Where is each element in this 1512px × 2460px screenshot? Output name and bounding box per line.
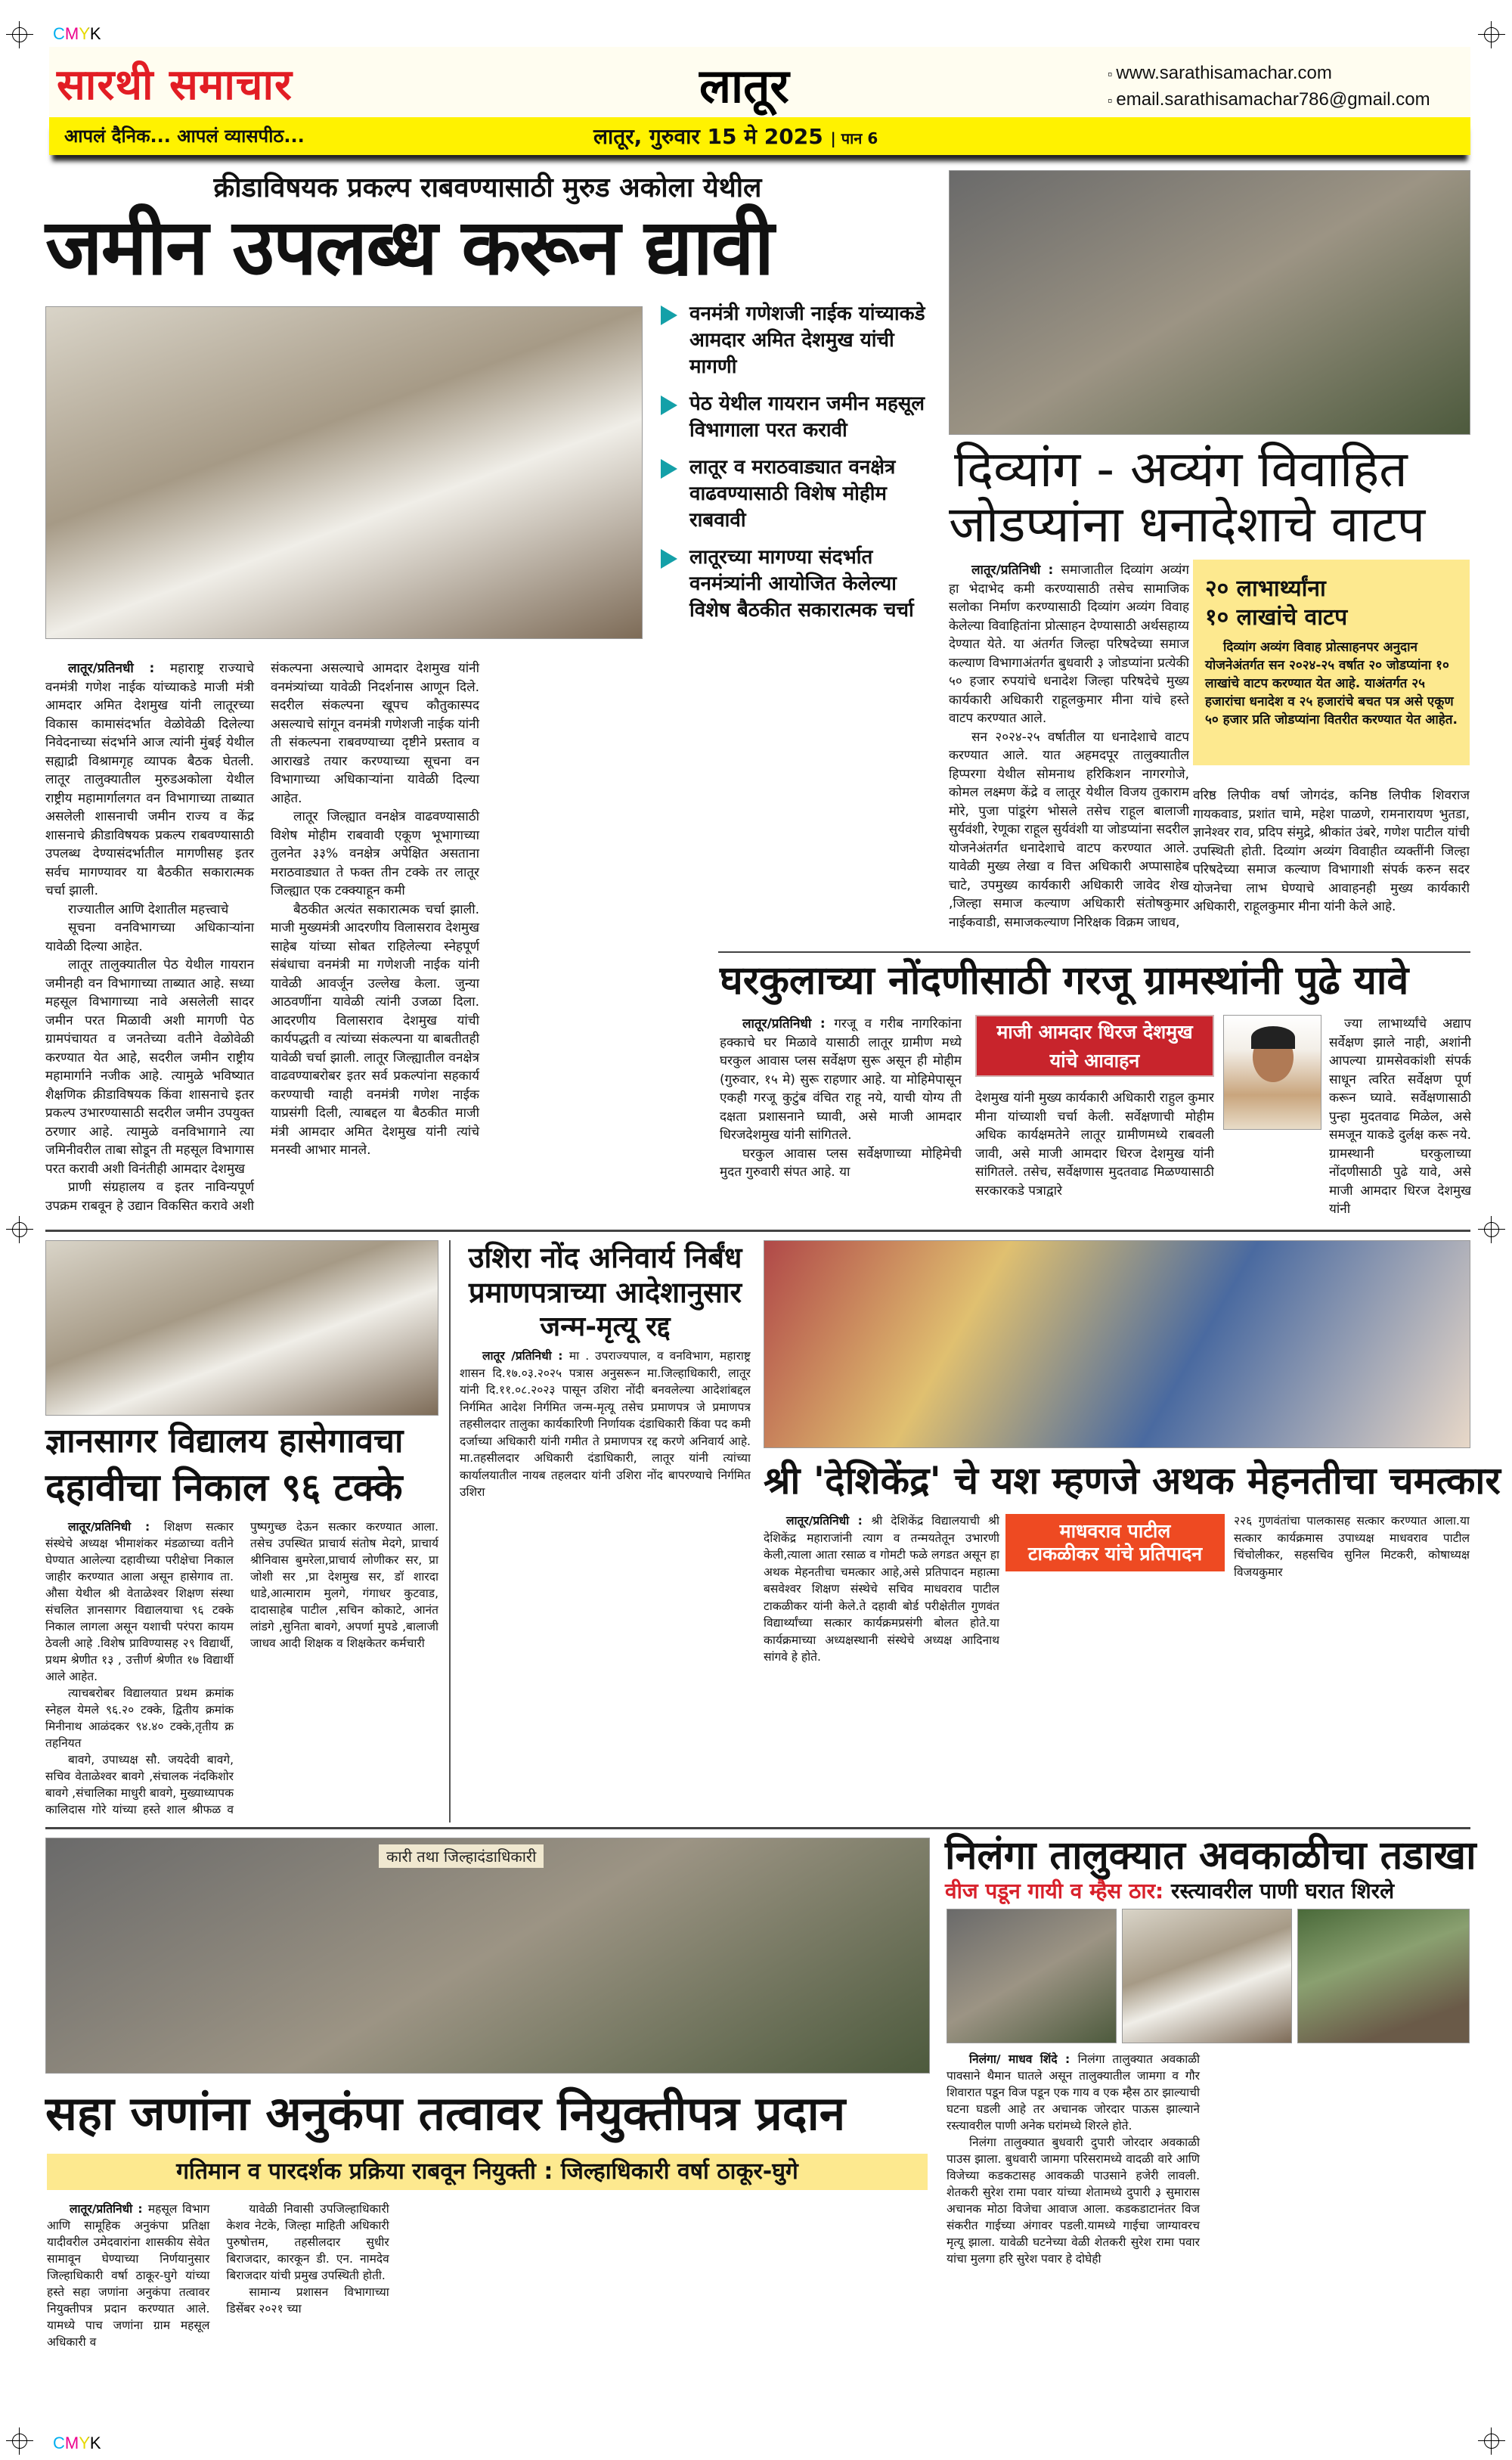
masthead (49, 47, 1470, 119)
paragraph: सामान्य प्रशासन विभागाच्या डिसेंबर २०२१ च्या (226, 2285, 389, 2316)
highlight-text: लातूरच्या मागण्या संदर्भात वनमंत्र्यांनी आयोजित केलेल्या विशेष बैठकीत सकारात्मक चर्चा (689, 546, 914, 622)
deshikendra-callout (1005, 1514, 1225, 1571)
website-link[interactable]: ▫ www.sarathisamachar.com (1108, 60, 1430, 87)
dateline: लातूर /प्रतिनिधी : (482, 1349, 569, 1363)
highlight-item (658, 301, 934, 380)
divyang-highlight-box (1193, 560, 1470, 765)
registration-mark-icon (1478, 2427, 1505, 2455)
callout-line: टाकळीकर यांचे प्रतिपादन (1027, 1543, 1203, 1565)
dnyansagar-headline-line1: ज्ञानसागर विद्यालय हासेगावचा (45, 1422, 404, 1460)
paragraph: लातूर/प्रतिनिधी : महसूल विभाग आणि सामूहिक अनुकंपा प्रतिक्षा यादीवरील उमेदवारांना शासकीय सेवेत सामावून घेण्याच्या निर्णयानुसार जिल्हाधिकारी वर्षा ठाकूर-घुगे यांच्या हस्ते सहा जणांना अनुकंपा तत्वावर नियुक्तीपत्र प्रदान करण्यात आले. यामध्ये पाच जणांना ग्राम महसूल अधिकारी व (47, 2202, 210, 2349)
divyang-body (949, 561, 1189, 944)
paragraph: सन २०२४-२५ वर्षातील या धनादेशाचे वाटप करण्यात आले. यात अहमदपूर तालुक्यातील हिप्परगा येथील सोमनाथ हरिकिशन नागरगोजे, कोमल लक्ष्मण केंद्रे व लातूर येथील विजय तुकाराम मोरे, पुजा पांडूरंग भोसले तसेच राहूल बालाजी सुर्यवंशी, रेणूका राहूल सुर्यवंशी या जोडप्यांना सदरील योजनेअंतर्गत धनादेशाचे वाटप करण्यात आले. यावेळी मुख्य लेखा व वित्त अधिकारी अप्पासाहेब चाटे, उपमुख्य कार्यकारी अधिकारी जावेद शेख ,जिल्हा समाज कल्याण अधिकारी संतोषकुमार नाईकवाडी, समाजकल्याण निरिक्षक विक्रम जाधव, (949, 729, 1189, 930)
paragraph: यावेळी निवासी उपजिल्हाधिकारी केशव नेटके, जिल्हा माहिती अधिकारी पुरुषोत्तम, तहसीलदार सुधीर बिराजदार, कारकून डी. एन. नामदेव बिराजदार यांची प्रमुख उपस्थिती होती. (226, 2202, 389, 2282)
paragraph: लातूर तालुक्यातील पेठ येथील गायरान जमीनही वन विभागाच्या ताब्यात आहे. सध्या महसूल विभागाच्या नावे असलेली सादर जमीन परत मिळावी अशी मागणी पेठ ग्रामपंचायत व जनतेच्या वतीने वेळोवेळी करण्यात येत आहे, सदरील जमीन राष्ट्रीय महामार्गाने नजीक आहे. त्यामुळे भविष्यात शैक्षणिक क्रीडाविषयक किंवा शासनाचे इतर प्रकल्प उभारण्यासाठी सदरील जमीन उपयुक्त ठरणार आहे. त्यामुळे वनविभागाने त्या जमिनीवरील ताबा सोडून ती महसूल विभागास परत करावी अशी विनंतीही आमदार देशमुख (45, 957, 254, 1177)
deshikendra-headline: श्री 'देशिकेंद्र' चे यश म्हणजे अथक मेहनतीचा चमत्कार (764, 1459, 1501, 1503)
cmyk-text: CMYK (53, 2434, 101, 2452)
anukampa-headline: सहा जणांना अनुकंपा तत्वावर नियुक्तीपत्र प्रदान (45, 2086, 846, 2141)
paragraph: लातूर/प्रतिनिधी : गरजू व गरीब नागरिकांना हक्काचे घर मिळावे यासाठी लातूर ग्रामीण मध्ये घरकुल आवास प्लस सर्वेक्षण सुरू असून ही मोहीम (गुरुवार, १५ मे) सुरू राहणार आहे. या मोहिमेपासून एकही गरजू कुटुंब वंचित राहू नये, याची योग्य ती दक्षता प्रशासनाने घ्यावी, असे माजी आमदार धिरजदेशमुख यांनी सांगितले. (720, 1016, 962, 1143)
registration-mark-icon (6, 21, 33, 48)
dateline: लातूर/प्रतिनिधी : (68, 1520, 164, 1534)
dateline: लातूर/प्रतिनिधी : (786, 1514, 872, 1528)
dateline: निलंगा/ माधव शिंदे : (969, 2052, 1078, 2066)
callout-line: यांचे आवाहन (1049, 1050, 1140, 1072)
registration-mark-icon (6, 1216, 33, 1243)
cmyk-mark-top (53, 24, 101, 44)
contact-info (1108, 60, 1430, 113)
headline-line: उशिरा नोंद अनिवार्य निर्बंध (468, 1241, 742, 1274)
gharkul-headline: घरकुलाच्या नोंदणीसाठी गरजू ग्रामस्थांनी पुढे यावे (720, 958, 1409, 1004)
main-headline: जमीन उपलब्ध करून द्यावी (45, 203, 773, 293)
subhead-red: वीज पडून गायी व म्हैस ठार: (945, 1878, 1164, 1903)
page-number: | पान 6 (830, 129, 878, 147)
ushira-body (460, 1348, 751, 1823)
students-felicitation-photo (764, 1240, 1470, 1448)
edition-city: लातूर (699, 58, 789, 113)
registration-mark-icon (6, 2427, 33, 2455)
anukampa-subhead: गतिमान व पारदर्शक प्रक्रिया राबवून नियुक्ती : जिल्हाधिकारी वर्षा ठाकूर-घुगे (47, 2154, 928, 2190)
paragraph: २२६ गुणवंतांचा पालकासह सत्कार करण्यात आला.या सत्कार कार्यक्रमास उपाध्यक्ष माधवराव पाटील चिंचोलीकर, सहसचिव सुनिल मिटकरी, कोषाध्यक्ष विजयकुमार (1234, 1514, 1470, 1579)
deshikendra-body (764, 1512, 999, 1823)
main-highlights (658, 301, 934, 634)
nilanga-body (947, 2051, 1470, 2375)
cmyk-mark-bottom (53, 2434, 101, 2453)
nilanga-headline: निलंगा तालुक्यात अवकाळीचा तडाखा (945, 1833, 1476, 1878)
cmyk-text: CMYK (53, 24, 101, 43)
box-title-line1: २० लाभार्थ्यांना (1205, 575, 1326, 602)
triangle-bullet-icon (661, 549, 677, 569)
meeting-photo (45, 306, 643, 639)
triangle-bullet-icon (661, 306, 677, 325)
divyang-headline-line2: जोडप्यांना धनादेशाचे वाटप (949, 495, 1426, 554)
paragraph: ज्या लाभार्थ्यांचे अद्याप सर्वेक्षण झाले नाही, अशांनी आपल्या ग्रामसेवकांशी संपर्क साधून त्वरित सर्वेक्षण पूर्ण करून घ्यावे. सर्वेक्षणासाठी पुन्हा मुदतवाढ मिळेल, असे समजून याकडे दुर्लक्ष करू नये. ग्रामस्थानी घरकुलाच्या नोंदणीसाठी पुढे यावे, असे माजी आमदार धिरज देशमुख यांनी (1329, 1016, 1471, 1217)
issue-date (593, 122, 878, 150)
highlight-item (658, 544, 934, 624)
gharkul-callout (975, 1015, 1214, 1077)
paragraph: त्याचबरोबर विद्यालयात प्रथम क्रमांक स्नेहल येमले ९६.२० टक्के, द्वितीय क्रमांक मिनीनाथ आळंदकर ९४.४० टक्के,तृतीय क्र तहनियत (45, 1686, 234, 1750)
dnyansagar-body (45, 1518, 438, 1821)
highlight-text: पेठ येथील गायरान जमीन महसूल विभागाला परत करावी (689, 392, 925, 442)
anukampa-body (47, 2201, 928, 2375)
divyang-body-continued (1193, 786, 1470, 945)
paragraph: निलंगा/ माधव शिंदे : निलंगा तालुक्यात अवकाळी पावसाने थैमान घातले असून तालुक्यातील जामगा व गौर शिवारात पडून विज पडून एक गाय व एक म्हैस ठार झाल्याची घटना घडली आहे तर अचानक जोरदार पाऊस झाल्याने रस्त्यावरील पाणी अनेक घरांमध्ये शिरले होते. (947, 2052, 1201, 2133)
triangle-bullet-icon (661, 459, 677, 479)
headline-line: प्रमाणपत्राच्या आदेशानुसार (468, 1276, 742, 1309)
paragraph: लातूर/प्रतिनिधी : समाजातील दिव्यांग अव्यंग हा भेदाभेद कमी करण्यासाठी तसेच सामाजिक सलोका निर्माण करण्यासाठी दिव्यांग अव्यंग विवाह केलेल्या विवाहितांना प्रोत्साहन देण्यासाठी अर्थसहाय्य देण्यात येते. या अंतर्गत जिल्हा परिषदेच्या समाज कल्याण विभागाअंतर्गत बुधवारी ३ जोडप्यांना प्रत्येकी ५० हजार रुपयांचे धनादेश जिल्हा परिषदेचे मुख्य कार्यकारी अधिकारी राहूलकुमार मीना यांचे हस्ते वाटप करण्यात आले. (949, 563, 1189, 726)
dateline: लातूर/प्रतिनिधी : (971, 563, 1061, 578)
newspaper-logo: सारथी समाचार (57, 60, 293, 110)
gharkul-body-middle (975, 1089, 1214, 1224)
dateline: लातूर/प्रतिनधी : (68, 661, 170, 676)
paragraph: बैठकीत अत्यंत सकारात्मक चर्चा झाली. माजी मुख्यमंत्री आदरणीय विलासराव देशमुख साहेब यांच्या सोबत राहिलेल्या स्नेहपूर्ण संबंधाचा वनमंत्री मा गणेशजी नाईक यांनी यावेळी आवर्जून उल्लेख केला. जुन्या आठवणींना यावेळी त्यांनी उजळा दिला. आदरणीय विलासराव देशमुख यांची कार्यपद्धती व त्यांच्या संकल्पना या बाबतीतही यावेळी चर्चा झाली. लातूर जिल्ह्यातील वनक्षेत्र वाढवण्याबरोबर इतर सर्व प्रकल्पांना सहकार्य करण्याची ग्वाही वनमंत्री गणेश नाईक याप्रसंगी दिली, त्याबद्दल या बैठकीत माजी मंत्री आमदार अमित देशमुख यांनी त्यांचे मनस्वी आभार मानले. (271, 901, 479, 1158)
nilanga-subhead (945, 1878, 1394, 1904)
tagline: आपलं दैनिक... आपलं व्यासपीठ... (64, 126, 305, 147)
dnyansagar-headline-line2: दहावीचा निकाल ९६ टक्के (45, 1466, 403, 1509)
photo-banner-text: कारी तथा जिल्हादंडाधिकारी (379, 1844, 544, 1868)
masthead-band (49, 117, 1470, 155)
paragraph: देशमुख यांनी मुख्य कार्यकारी अधिकारी राहुल कुमार मीना यांच्याशी चर्चा केली. सर्वेक्षणाची मोहीम अधिक कार्यक्षमतेने लातूर ग्रामीणमध्ये राबवली जावी, असे माजी आमदार धिरज देशमुख यांनी सांगितले. तसेच, सर्वेक्षणास मुदतवाढ मिळण्यासाठी सरकारकडे पत्राद्वारे (975, 1090, 1214, 1199)
flooded-house-photo (1122, 1909, 1292, 2043)
deshikendra-body-right (1234, 1512, 1470, 1823)
appointment-letters-photo (45, 1838, 930, 2074)
paragraph: सूचना वनविभागच्या अधिकाऱ्यांना यावेळी दिल्या आहेत. (45, 920, 254, 954)
paragraph: राज्यातील आणि देशातील महत्त्वाचे (68, 901, 229, 917)
dateline: लातूर/प्रतिनिधी : (70, 2202, 148, 2216)
box-text: दिव्यांग अव्यंग विवाह प्रोत्साहनपर अनुदान योजनेअंतर्गत सन २०२४-२५ वर्षात २० जोडप्यांना १० लाखांचे वाटप करण्यात येत आहे. याअंतर्गत २५ हजारांचा धनादेश व २५ हजारांचे बचत पत्र असे एकूण ५० हजार प्रति जोडप्यांना वितरीत करण्यात येत आहेत. (1205, 640, 1458, 727)
box-title-line2: १० लाखांचे वाटप (1205, 604, 1348, 631)
paragraph: लातूर/प्रतिनिधी : श्री देशिकेंद्र विद्यालयाची श्री देशिकेंद्र महाराजांनी त्याग व तन्मयतेतून उभारणी केली,त्याला आता रसाळ व गोमटी फळे लगडत असून हा अथक मेहनतीचा चमत्कार आहे,असे प्रतिपादन महात्मा बसवेश्वर शिक्षण संस्थेचे सचिव माधवराव पाटील टाकळीकर यांनी केले.ते दहावी बोर्ड परीक्षेतील गुणवंत विद्यार्थ्यांच्या सत्कार कार्यक्रमप्रसंगी बोलत होते.या कार्यक्रमाच्या अध्यक्षस्थानी संस्थेचे अध्यक्ष आदिनाथ सांगवे हे होते. (764, 1514, 999, 1664)
gharkul-body (720, 1015, 962, 1223)
subhead-black: रस्त्यावरील पाणी घरात शिरले (1171, 1878, 1395, 1903)
callout-line: माधवराव पाटील (1059, 1520, 1171, 1542)
flooded-road-photo (1297, 1909, 1470, 2043)
paragraph: वरिष्ठ लिपीक वर्षा जोगदंड, कनिष्ठ लिपीक शिवराज गायकवाड, प्रशांत चामे, महेश पाळणे, रामनारायण भुतडा, ज्ञानेश्वर राव, प्रदिप संमुद्रे, श्रीकांत उंबरे, गणेश पाटील यांची उपस्थिती होती. दिव्यांग अव्यंग विवाहीत व्यक्तींनी जिल्हा परिषदेच्या समाज कल्याण विभागाशी संपर्क करुन सदर योजनेचा लाभ घेण्याचे आवाहनही मुख्य कार्यकारी अधिकारी, राहूलकुमार मीना यांनी केले आहे. (1193, 788, 1470, 914)
paragraph: घरकुल आवास प्लस सर्वेक्षणाच्या मोहिमेची मुदत गुरुवारी संपत आहे. या (720, 1146, 962, 1180)
paragraph: बावगे, उपाध्यक्ष सौ. जयदेवी बावगे, सचिव वेताळेश्वर बावगे ,संचालक नंदकिशोर बावगे ,संचालिका माधुरी बावगे, मुख्याध्यापक कालिदास गोरे यांच्या हस्ते शाल श्रीफळ व पुष्पगुच्छ देऊन सत्कार करण्यात आला. तसेच उपस्थित प्राचार्य संतोष मेदगे, प्राचार्य श्रीनिवास बुमरेला,प्राचार्य लोणीकर सर, प्रा जोशी सर ,प्रा देशमुख सर, डॉ शारदा धाडे,आत्माराम मुलगे, गंगाधर कुटवाड, दादासाहेब पाटील ,सचिन कोकाटे, आनंत लांडगे ,सुनिता बावगे, अपर्णा मुपडे ,बालाजी जाधव आदी शिक्षक व शिक्षकेतर कर्मचारी (45, 1520, 438, 1816)
date-text: लातूर, गुरुवार 15 मे 2025 (593, 124, 823, 149)
registration-mark-icon (1478, 1216, 1505, 1243)
paragraph: लातूर/प्रतिनिधी : शिक्षण सत्कार संस्थेचे अध्यक्ष भीमाशंकर मंडळाच्या वतीने घेण्यात आलेल्या दहावीच्या परीक्षेचा निकाल जाहीर करण्यात आला असून हासेगाव ता. औसा येथील श्री वेताळेश्वर शिक्षण संस्था संचलित ज्ञानसागर विद्यालयाचा ९६ टक्के निकाल लागला असून यशाची परंपरा कायम ठेवली आहे .विशेष प्राविण्यासह २९ विद्यार्थी, प्रथम श्रेणीत १३ , उत्तीर्ण श्रेणीत १७ विद्यार्थी आले आहेत. (45, 1520, 234, 1683)
gharkul-body-right (1223, 1015, 1471, 1223)
school-felicitation-photo (45, 1240, 438, 1416)
registration-mark-icon (1478, 21, 1505, 48)
dead-cow-photo (947, 1909, 1117, 2043)
triangle-bullet-icon (661, 396, 677, 415)
highlight-item (658, 391, 934, 444)
ushira-headline (460, 1240, 751, 1345)
paragraph: लातूर जिल्ह्यात वनक्षेत्र वाढवण्यासाठी विशेष मोहीम राबवावी एकूण भूभागाच्या तुलनेत ३३% वनक्षेत्र अपेक्षित असताना मराठवाड्यात ते फक्त तीन टक्के तर लातूर जिल्ह्यात एक टक्क्याहून कमी (271, 809, 479, 898)
paragraph: लातूर/प्रतिनधी : महाराष्ट्र राज्याचे वनमंत्री गणेश नाईक यांच्याकडे माजी मंत्री आमदार अमित देशमुख यांनी लातूरच्या विकास कामासंदर्भात वेळोवेळी दिलेल्या निवेदनाच्या संदर्भाने आज त्यांनी मुंबई येथील सह्याद्री विश्रामगृह व्यापक बैठक घेतली. लातूर तालुक्यातील मुरुडअकोला येथील राष्ट्रीय महामार्गालगत वन विभागाच्या ताब्यात असलेली शासनाची जमीन राज्य व केंद्र शासनाचे क्रीडाविषयक प्रकल्प राबवण्यासाठी उपलब्ध देण्यासंदर्भातील मागणीसह इतर सर्वच मागण्यावर या बैठकीत सकारात्मक चर्चा झाली. (45, 661, 254, 898)
paragraph: प्राणी संग्रहालय व इतर नाविन्यपूर्ण उपक्रम राबवून हे उद्यान विकसित करावे अशी संकल्पना असल्याचे आमदार देशमुख यांनी वनमंत्र्यांच्या यावेळी निदर्शनास आणून दिले. सदरील संकल्पना खूपच कौतुकास्पद असल्याचे सांगून वनमंत्री गणेशजी नाईक यांनी ती संकल्पना राबवण्याच्या दृष्टीने प्रस्ताव व आराखडे तयार करण्याच्या सूचना वन विभागाच्या अधिकाऱ्यांना यावेळी दिल्या आहेत. (45, 661, 479, 1214)
paragraph: निलंगा तालुक्यात बुधवारी दुपारी जोरदार अवकाळी पाउस झाला. बुधवारी जामगा परिसरामध्ये वादळी वारे आणि विजेच्या कडकटासह आवकळी पाउसाने हजेरी लावली. शेतकरी सुरेश रामा पवार यांच्या शेतामध्ये दुपारी ३ सुमारास अचानक मोठा विजेचा आवाज आला. कडकडाटानंतर विज संकरीत गाईच्या अंगावर पडली.यामध्ये गाईचा जाग्यावरच मृत्यू झाला. यावेळी घटनेच्या वेळी शेतकरी सुरेश रामा पवार यांचा मुलगा हरि सुरेश पवार हे दोघेही (947, 2136, 1200, 2266)
highlight-item (658, 454, 934, 534)
main-kicker: क्रीडाविषयक प्रकल्प राबवण्यासाठी मुरुड अकोला येथील (213, 172, 762, 203)
dateline: लातूर/प्रतिनिधी : (742, 1016, 835, 1031)
divyang-headline-line1: दिव्यांग - अव्यंग विवाहित (954, 440, 1408, 498)
paragraph: लातूर /प्रतिनिधी : मा . उपराज्यपाल, व वनविभाग, महाराष्ट्र शासन दि.१७.०३.२०२५ पत्रास अनुसरून मा.जिल्हाधिकारी, लातूर यांनी दि.११.०८.२०२३ पासून उशिरा नोंदी बनवलेल्या आदेशांबद्दल निर्गमित आदेश निर्गमित जन्म-मृत्यू तसेच प्रमाणपत्र जे प्रमाणपत्र तहसीलदार तालुका कार्यकारिणी निर्णायक दंडाधिकारी किंवा पद कमी दर्जाच्या अधिकारी यांनी गमीत ते प्रमाणपत्र रद्द करणे अनिवार्य आहे. मा.तहसीलदार अधिकारी दंडाधिकारी, लातूर यांनी त्यांच्या कार्यालयातील नायब तहलदार यांनी उशिरा नोंद बापरण्याचे निर्गमित उशिरा (460, 1349, 751, 1499)
cheque-distribution-photo (949, 170, 1470, 435)
email-link[interactable]: ▫ email.sarathisamachar786@gmail.com (1108, 87, 1430, 113)
highlight-text: वनमंत्री गणेशजी नाईक यांच्याकडे आमदार अमित देशमुख यांची मागणी (689, 302, 925, 378)
callout-line: माजी आमदार धिरज देशमुख (996, 1021, 1193, 1043)
highlight-text: लातूर व मराठवाड्यात वनक्षेत्र वाढवण्यासाठी विशेष मोहीम राबवावी (689, 456, 896, 532)
headline-line: जन्म-मृत्यू रद्द (540, 1311, 671, 1342)
